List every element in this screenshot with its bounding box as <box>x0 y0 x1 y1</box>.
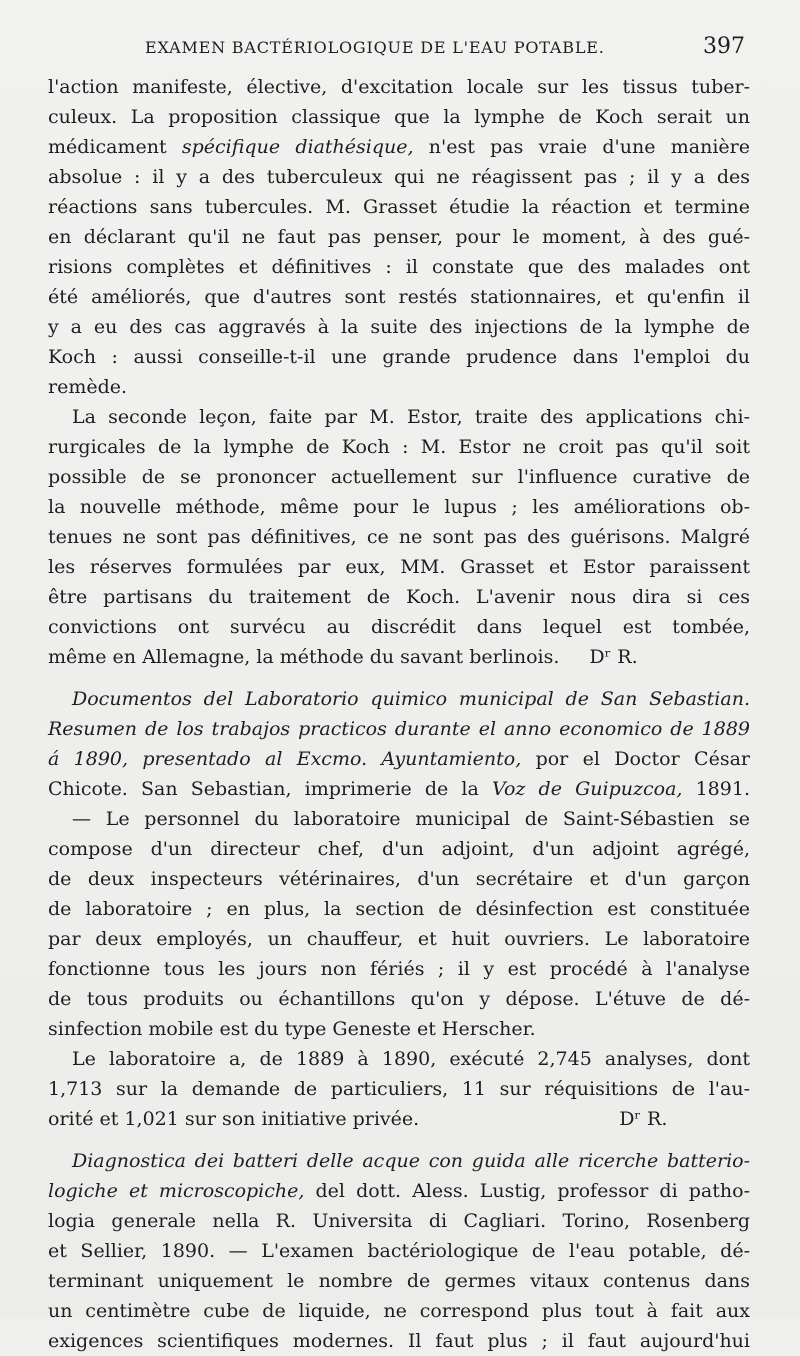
text-line: remède. <box>48 376 128 398</box>
text-line: sinfection mobile est du type Geneste et Herscher. <box>48 1018 536 1040</box>
page-header <box>0 34 800 68</box>
text-line: compose d'un directeur chef, d'un adjoint, d'un adjoint agrégé, <box>48 838 750 860</box>
text-line: exigences scientifiques modernes. Il faut plus ; il faut aujourd'hui <box>48 1330 750 1352</box>
text-line: culeux. La proposition classique que la lymphe de Koch serait un <box>48 106 750 128</box>
text-line: possible de se prononcer actuellement sur l'influence curative de <box>48 466 750 488</box>
text-line: y a eu des cas aggravés à la suite des injections de la lymphe de <box>48 316 750 338</box>
text-line: l'action manifeste, élective, d'excitation locale sur les tissus tuber- <box>48 76 750 98</box>
text-line: être partisans du traitement de Koch. L'avenir nous dira si ces <box>48 586 750 608</box>
page-number: 397 <box>703 34 745 59</box>
text-line: et Sellier, 1890. — L'examen bactériologique de l'eau potable, dé- <box>48 1240 750 1262</box>
text-line: La seconde leçon, faite par M. Estor, traite des applications chi- <box>72 406 750 428</box>
text-line: Koch : aussi conseille-t-il une grande prudence dans l'emploi du <box>48 346 750 368</box>
text-line: rurgicales de la lymphe de Koch : M. Estor ne croit pas qu'il soit <box>48 436 750 458</box>
text-line: orité et 1,021 sur son initiative privée. Dʳ R. <box>48 1108 668 1130</box>
text-line: absolue : il y a des tuberculeux qui ne réagissent pas ; il y a des <box>48 166 750 188</box>
signature: Dʳ R. <box>619 1108 668 1130</box>
signature: Dʳ R. <box>589 646 638 668</box>
text-line: médicament spécifique diathésique, n'est pas vraie d'une manière <box>48 136 750 158</box>
text-line: — Le personnel du laboratoire municipal de Saint-Sébastien se <box>72 808 750 830</box>
text-line: été améliorés, que d'autres sont restés stationnaires, et qu'enfin il <box>48 286 750 308</box>
citation-line: Diagnostica dei batteri delle acque con guida alle ricerche batterio- <box>72 1150 750 1172</box>
text-line: la nouvelle méthode, même pour le lupus ; les améliorations ob- <box>48 496 750 518</box>
text-line: tenues ne sont pas définitives, ce ne sont pas des guérisons. Malgré <box>48 526 750 548</box>
citation-line: á 1890, presentado al Excmo. Ayuntamiento, por el Doctor César <box>48 748 750 770</box>
text-line: un centimètre cube de liquide, ne correspond plus tout à fait aux <box>48 1300 750 1322</box>
citation-line: logiche et microscopiche, del dott. Aless. Lustig, professor di patho- <box>48 1180 750 1202</box>
text-line: par deux employés, un chauffeur, et huit ouvriers. Le laboratoire <box>48 928 750 950</box>
running-head: EXAMEN BACTÉRIOLOGIQUE DE L'EAU POTABLE. <box>145 38 605 57</box>
text-line: même en Allemagne, la méthode du savant berlinois. Dʳ R. <box>48 646 638 668</box>
citation-line: logia generale nella R. Universita di Cagliari. Torino, Rosenberg <box>48 1210 750 1232</box>
text-line: fonctionne tous les jours non fériés ; il y est procédé à l'analyse <box>48 958 750 980</box>
text-line: Le laboratoire a, de 1889 à 1890, exécuté 2,745 analyses, dont <box>72 1048 750 1070</box>
text-line: terminant uniquement le nombre de germes vitaux contenus dans <box>48 1270 750 1292</box>
text-line: réactions sans tubercules. M. Grasset étudie la réaction et termine <box>48 196 750 218</box>
text-line: de tous produits ou échantillons qu'on y dépose. L'étuve de dé- <box>48 988 750 1010</box>
text-line: risions complètes et définitives : il constate que des malades ont <box>48 256 750 278</box>
text-line: de deux inspecteurs vétérinaires, d'un secrétaire et d'un garçon <box>48 868 750 890</box>
citation-line: Chicote. San Sebastian, imprimerie de la Voz de Guipuzcoa, 1891. <box>48 778 750 800</box>
citation-line: Documentos del Laboratorio quimico municipal de San Sebastian. <box>72 688 750 710</box>
text-line: convictions ont survécu au discrédit dans lequel est tombée, <box>48 616 750 638</box>
text-line: en déclarant qu'il ne faut pas penser, pour le moment, à des gué- <box>48 226 750 248</box>
text-line: de laboratoire ; en plus, la section de désinfection est constituée <box>48 898 750 920</box>
text-line: 1,713 sur la demande de particuliers, 11 sur réquisitions de l'au- <box>48 1078 750 1100</box>
text-line: les réserves formulées par eux, MM. Grasset et Estor paraissent <box>48 556 750 578</box>
citation-line: Resumen de los trabajos practicos durante el anno economico de 1889 <box>48 718 750 740</box>
